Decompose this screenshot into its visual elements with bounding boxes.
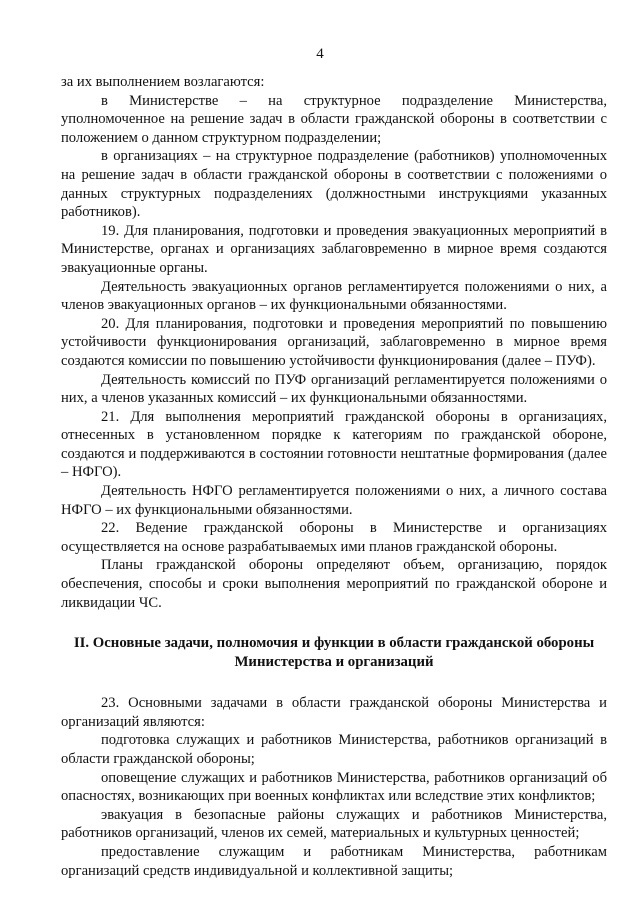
paragraph: оповещение служащих и работников Министерства, работников организаций об опасностях, возникающих при военных конфликтах или вследствие этих конфликтов; xyxy=(61,769,607,805)
paragraph: в Министерстве – на структурное подразделение Министерства, уполномоченное на решение задач в области гражданской обороны в соответствии с положением о данном структурном подразделении; xyxy=(61,92,607,146)
paragraph: 19. Для планирования, подготовки и проведения эвакуационных мероприятий в Министерстве, органах и организациях заблаговременно в мирное время создаются эвакуационные органы. xyxy=(61,222,607,276)
paragraph: Деятельность эвакуационных органов регламентируется положениями о них, а членов эвакуационных органов – их функциональными обязанностями. xyxy=(61,278,607,314)
document-body xyxy=(61,73,607,880)
paragraph: эвакуация в безопасные районы служащих и работников Министерства, работников организаций, членов их семей, материальных и культурных ценностей; xyxy=(61,806,607,842)
paragraph: в организациях – на структурное подразделение (работников) уполномоченных на решение задач в области гражданской обороны в соответствии с положениями о данных структурных подразделениях (должностными инструкциями указанных работников). xyxy=(61,148,607,221)
paragraph: предоставление служащим и работникам Министерства, работникам организаций средств индивидуальной и коллективной защиты; xyxy=(61,843,607,879)
paragraph: 20. Для планирования, подготовки и проведения мероприятий по повышению устойчивости функционирования организаций, заблаговременно в мирное время создаются комиссии по повышению устойчивости функционирования (далее – ПУФ). xyxy=(61,315,607,369)
section-title xyxy=(61,634,607,672)
paragraph: за их выполнением возлагаются: xyxy=(61,74,265,90)
paragraph: Деятельность НФГО регламентируется положениями о них, а личного состава НФГО – их функциональными обязанностями. xyxy=(61,483,607,518)
paragraph: Планы гражданской обороны определяют объем, организацию, порядок обеспечения, способы и сроки выполнения мероприятий по гражданской обороне и ликвидации ЧС. xyxy=(61,557,607,611)
paragraphs-bottom xyxy=(61,694,607,880)
section-title-line1: II. Основные задачи, полномочия и функции в области гражданской обороны xyxy=(73,635,595,652)
section-title-line2: Министерства и организаций xyxy=(234,654,434,671)
paragraph: 22. Ведение гражданской обороны в Министерстве и организациях осуществляется на основе разрабатываемых ими планов гражданской обороны. xyxy=(61,520,607,555)
paragraph: 23. Основными задачами в области гражданской обороны Министерства и организаций являются: xyxy=(61,695,607,730)
page-number: 4 xyxy=(316,46,324,62)
paragraph: 21. Для выполнения мероприятий гражданской обороны в организациях, отнесенных в установленном порядке к категориям по гражданской обороне, создаются и поддерживаются в состоянии готовности нештатные формирования (далее – НФГО). xyxy=(61,408,607,481)
paragraph: Деятельность комиссий по ПУФ организаций регламентируется положениями о них, а членов указанных комиссий – их функциональными обязанностями. xyxy=(61,371,607,407)
paragraph: подготовка служащих и работников Министерства, работников организаций в области гражданской обороны; xyxy=(61,732,607,767)
paragraphs-top xyxy=(61,73,607,612)
